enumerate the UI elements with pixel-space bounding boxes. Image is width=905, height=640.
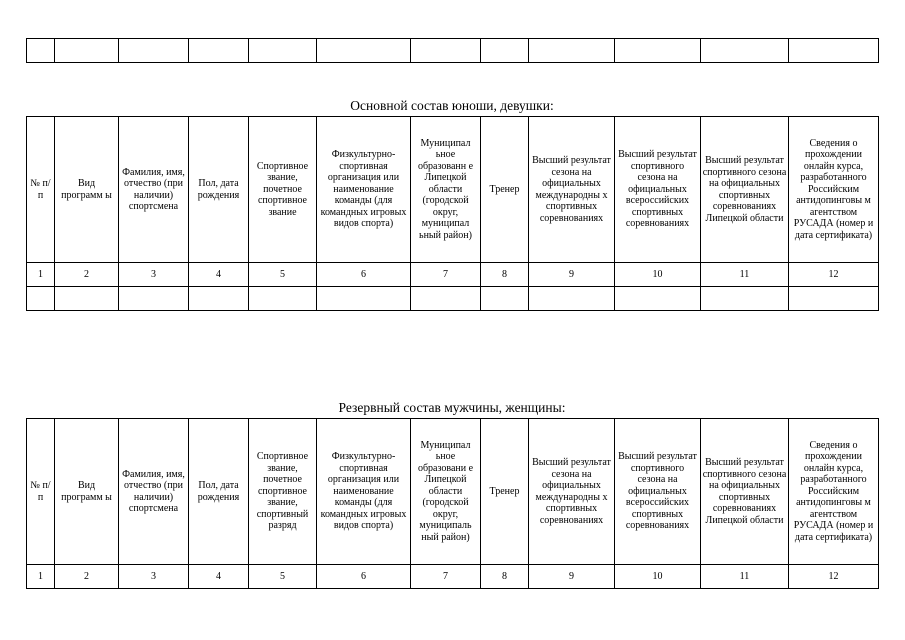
column-number: 10	[615, 565, 701, 589]
column-number: 1	[27, 565, 55, 589]
table-cell[interactable]	[317, 39, 411, 63]
reserve-roster-table	[26, 418, 879, 589]
table-cell[interactable]	[249, 287, 317, 311]
header-cell: Высший результат спортивного сезона на официальных спортивных соревнованиях Липецкой области	[701, 117, 789, 263]
header-cell: Спортивное звание, почетное спортивное звание, спортивный разряд	[249, 419, 317, 565]
header-cell: Физкультурно-спортивная организация или наименование команды (для командных игровых видов спорта)	[317, 117, 411, 263]
table-cell[interactable]	[529, 287, 615, 311]
column-number: 7	[411, 565, 481, 589]
column-number: 2	[55, 565, 119, 589]
table-cell[interactable]	[27, 287, 55, 311]
header-cell: № п/п	[27, 419, 55, 565]
table-cell[interactable]	[481, 39, 529, 63]
header-cell: Вид программ ы	[55, 419, 119, 565]
column-number: 11	[701, 565, 789, 589]
column-number: 8	[481, 263, 529, 287]
main-roster-table	[26, 116, 879, 311]
table-cell[interactable]	[55, 39, 119, 63]
table-cell[interactable]	[701, 39, 789, 63]
table-cell[interactable]	[701, 287, 789, 311]
column-number: 4	[189, 565, 249, 589]
column-number: 12	[789, 263, 879, 287]
column-number: 1	[27, 263, 55, 287]
header-cell: Тренер	[481, 117, 529, 263]
column-number: 5	[249, 565, 317, 589]
table-cell[interactable]	[55, 287, 119, 311]
header-cell: Фамилия, имя, отчество (при наличии) спортсмена	[119, 419, 189, 565]
header-cell: Вид программ ы	[55, 117, 119, 263]
table-cell[interactable]	[189, 39, 249, 63]
table-cell[interactable]	[789, 39, 879, 63]
column-number: 8	[481, 565, 529, 589]
table-cell[interactable]	[249, 39, 317, 63]
column-number: 5	[249, 263, 317, 287]
table-cell[interactable]	[189, 287, 249, 311]
header-cell: Высший результат спортивного сезона на официальных спортивных соревнованиях Липецкой области	[701, 419, 789, 565]
column-number: 4	[189, 263, 249, 287]
column-number: 10	[615, 263, 701, 287]
table-cell[interactable]	[411, 287, 481, 311]
table-cell[interactable]	[411, 39, 481, 63]
table-cell[interactable]	[615, 39, 701, 63]
column-number: 2	[55, 263, 119, 287]
column-number: 9	[529, 565, 615, 589]
table-cell[interactable]	[27, 39, 55, 63]
header-cell: Муниципал ьное образованн е Липецкой области (городской округ, муниципал ьный район)	[411, 117, 481, 263]
header-cell: Высший результат спортивного сезона на официальных всероссийских спортивных соревнованиях	[615, 419, 701, 565]
table-cell[interactable]	[481, 287, 529, 311]
header-cell: Высший результат сезона на официальных международны х спортивных соревнованиях	[529, 117, 615, 263]
table-cell[interactable]	[529, 39, 615, 63]
column-number-row	[27, 565, 879, 589]
header-cell: Сведения о прохождении онлайн курса, разработанного Российским антидопинговы м агентством РУСАДА (номер и дата сертификата)	[789, 117, 879, 263]
column-number: 3	[119, 565, 189, 589]
table-cell[interactable]	[119, 287, 189, 311]
column-number: 6	[317, 565, 411, 589]
table-cell[interactable]	[119, 39, 189, 63]
header-row	[27, 117, 879, 263]
header-cell: Высший результат сезона на официальных международны х спортивных соревнованиях	[529, 419, 615, 565]
column-number: 12	[789, 565, 879, 589]
column-number: 6	[317, 263, 411, 287]
section-title-reserve: Резервный состав мужчины, женщины:	[338, 400, 566, 415]
table-row	[27, 39, 879, 63]
table-cell[interactable]	[317, 287, 411, 311]
header-cell: Пол, дата рождения	[189, 117, 249, 263]
header-cell: Физкультурно-спортивная организация или наименование команды (для командных игровых видов спорта)	[317, 419, 411, 565]
column-number: 9	[529, 263, 615, 287]
section-title-main: Основной состав юноши, девушки:	[350, 98, 554, 113]
header-cell: № п/п	[27, 117, 55, 263]
table-cell[interactable]	[615, 287, 701, 311]
header-cell: Пол, дата рождения	[189, 419, 249, 565]
column-number: 11	[701, 263, 789, 287]
table-cell[interactable]	[789, 287, 879, 311]
header-row	[27, 419, 879, 565]
header-cell: Муниципал ьное образовани е Липецкой области (городской округ, муниципаль ный район)	[411, 419, 481, 565]
table-row	[27, 287, 879, 311]
header-cell: Фамилия, имя, отчество (при наличии) спортсмена	[119, 117, 189, 263]
column-number-row	[27, 263, 879, 287]
header-cell: Сведения о прохождении онлайн курса, разработанного Российским антидопинговы м агентством РУСАДА (номер и дата сертификата)	[789, 419, 879, 565]
header-cell: Высший результат спортивного сезона на официальных всероссийских спортивных соревнованиях	[615, 117, 701, 263]
top-empty-table	[26, 38, 879, 63]
column-number: 7	[411, 263, 481, 287]
header-cell: Спортивное звание, почетное спортивное звание	[249, 117, 317, 263]
header-cell: Тренер	[481, 419, 529, 565]
column-number: 3	[119, 263, 189, 287]
